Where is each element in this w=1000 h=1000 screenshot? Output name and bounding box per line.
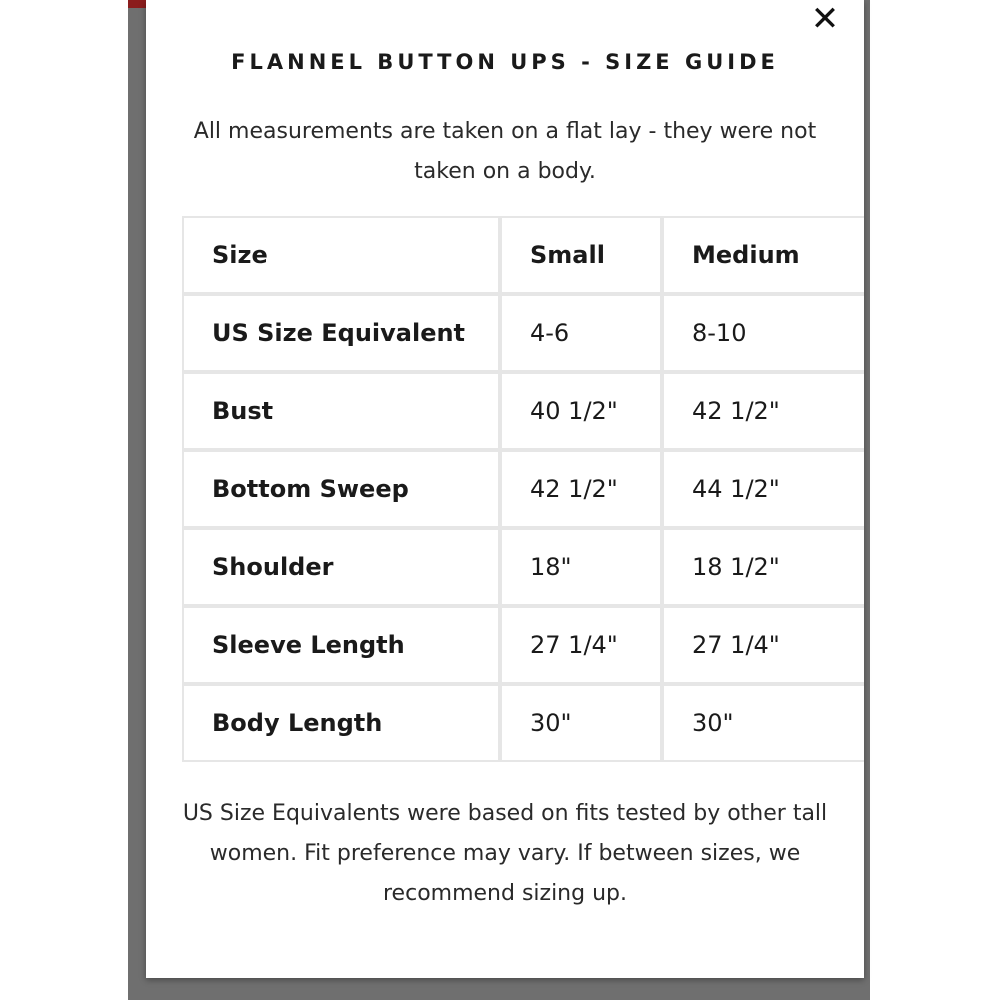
table-row	[182, 372, 864, 450]
header-medium: Medium	[662, 216, 864, 294]
cell-medium: 42 1/2"	[662, 372, 864, 450]
row-label: US Size Equivalent	[182, 294, 500, 372]
cell-small: 30"	[500, 684, 662, 762]
intro-text: All measurements are taken on a flat lay - they were not taken on a body.	[193, 119, 817, 184]
cell-small: 4-6	[500, 294, 662, 372]
table-header-row	[182, 216, 864, 294]
row-label: Bottom Sweep	[182, 450, 500, 528]
cell-small: 27 1/4"	[500, 606, 662, 684]
table-row	[182, 294, 864, 372]
backdrop-accent-strip	[128, 0, 146, 8]
cell-medium: 44 1/2"	[662, 450, 864, 528]
cell-small: 40 1/2"	[500, 372, 662, 450]
size-table	[182, 216, 864, 762]
cell-small: 18"	[500, 528, 662, 606]
cell-medium: 30"	[662, 684, 864, 762]
table-row	[182, 528, 864, 606]
cell-medium: 27 1/4"	[662, 606, 864, 684]
close-icon[interactable]: ✕	[810, 0, 840, 39]
table-row	[182, 684, 864, 762]
table-row	[182, 606, 864, 684]
row-label: Body Length	[182, 684, 500, 762]
header-size: Size	[182, 216, 500, 294]
header-small: Small	[500, 216, 662, 294]
row-label: Sleeve Length	[182, 606, 500, 684]
row-label: Shoulder	[182, 528, 500, 606]
size-guide-modal	[146, 0, 864, 978]
size-table-container[interactable]	[182, 216, 864, 794]
modal-title: FLANNEL BUTTON UPS - SIZE GUIDE	[231, 50, 779, 74]
table-row	[182, 450, 864, 528]
footnote-text: US Size Equivalents were based on fits tested by other tall women. Fit preference may vary. If between sizes, we recommend sizing up.	[182, 801, 828, 906]
row-label: Bust	[182, 372, 500, 450]
cell-medium: 18 1/2"	[662, 528, 864, 606]
cell-medium: 8-10	[662, 294, 864, 372]
cell-small: 42 1/2"	[500, 450, 662, 528]
